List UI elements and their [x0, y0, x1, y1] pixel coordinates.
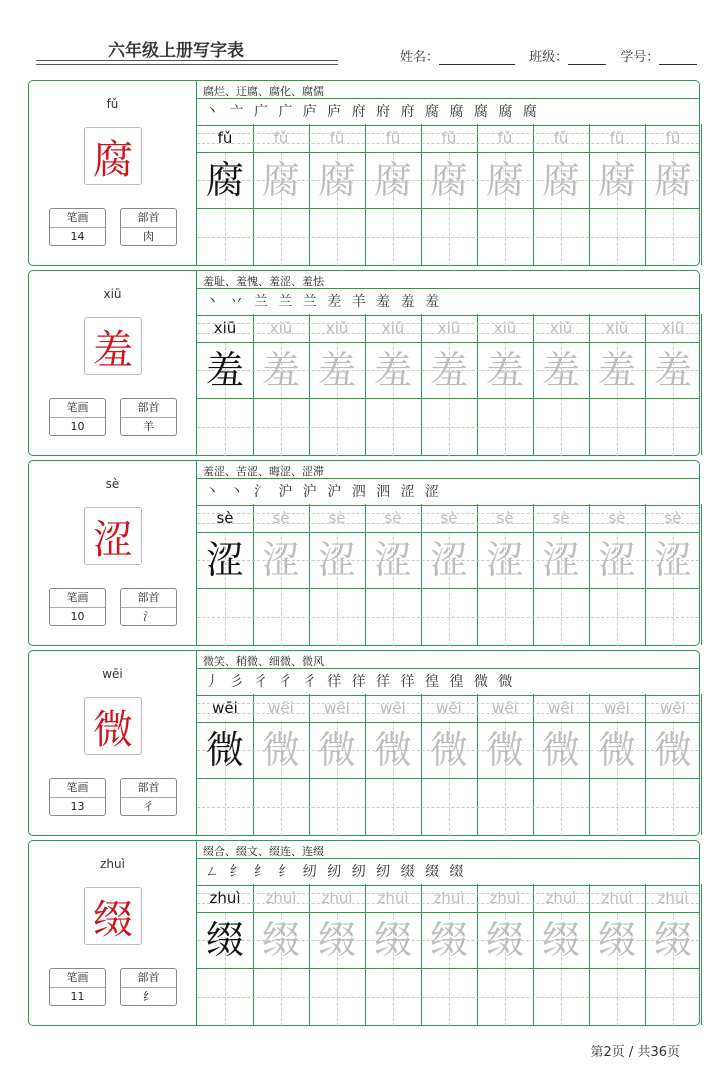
pinyin-cell: xiū: [381, 319, 405, 337]
stroke-order: 丶 亠 广 广 庐 庐 府 府 府 腐 腐 腐 腐 腐: [197, 98, 699, 126]
pinyin-cell: wēi: [660, 699, 686, 717]
char-pinyin: xiū: [103, 287, 122, 301]
char-info-panel: [29, 271, 196, 455]
pinyin-cell: wēi: [268, 699, 294, 717]
char-info-panel: [29, 461, 196, 645]
stroke-count-label: 笔画: [50, 969, 105, 988]
writing-grid[interactable]: [197, 124, 699, 265]
trace-char-cell: 腐: [597, 158, 636, 202]
stroke-count-value: 14: [70, 230, 85, 243]
trace-char-cell: 微: [485, 728, 524, 772]
pinyin-cell: xiū: [661, 319, 685, 337]
stroke-count-box: [49, 588, 106, 626]
stroke-count-value: 13: [70, 800, 85, 813]
radical-box: [120, 398, 177, 436]
title-underline: [36, 60, 338, 61]
char-pinyin: sè: [105, 477, 120, 491]
trace-char-cell: 缀: [653, 918, 692, 962]
pinyin-cell: wēi: [492, 699, 518, 717]
example-words: 腐烂、迂腐、腐化、腐儒: [203, 85, 324, 98]
pinyin-cell: wēi: [380, 699, 406, 717]
pinyin-cell: sè: [552, 509, 570, 527]
stroke-count-box: [49, 398, 106, 436]
pinyin-cell: zhuì: [545, 889, 577, 907]
page-number: 第2页 / 共36页: [590, 1045, 680, 1060]
pinyin-cell: sè: [608, 509, 626, 527]
trace-char-cell: 缀: [261, 918, 300, 962]
page-title: 六年级上册写字表: [108, 41, 244, 61]
trace-char-cell: 腐: [485, 158, 524, 202]
writing-panel: [196, 81, 699, 265]
writing-panel: [196, 461, 699, 645]
char-display: 缀: [84, 887, 142, 945]
radical-label: 部首: [121, 589, 176, 608]
pinyin-cell: xiū: [493, 319, 517, 337]
pinyin-cell: xiū: [437, 319, 461, 337]
pinyin-cell: sè: [440, 509, 458, 527]
trace-char-cell: 缀: [373, 918, 412, 962]
char-info-panel: [29, 841, 196, 1025]
example-words: 微笑、稍微、细微、微风: [203, 655, 324, 668]
pinyin-cell: zhuì: [489, 889, 521, 907]
trace-char-cell: 微: [597, 728, 636, 772]
radical-label: 部首: [121, 969, 176, 988]
stroke-count-label: 笔画: [50, 399, 105, 418]
pinyin-cell: fǔ: [385, 129, 401, 147]
pinyin-cell: fǔ: [665, 129, 681, 147]
radical-value: 氵: [143, 610, 154, 623]
pinyin-cell: fǔ: [609, 129, 625, 147]
writing-panel: [196, 651, 699, 835]
trace-char-cell: 腐: [653, 158, 692, 202]
pinyin-cell: sè: [216, 509, 234, 527]
pinyin-cell: fǔ: [217, 129, 233, 147]
stroke-count-value: 11: [70, 990, 85, 1003]
trace-char-cell: 微: [429, 728, 468, 772]
trace-char-cell: 腐: [317, 158, 356, 202]
radical-label: 部首: [121, 399, 176, 418]
pinyin-cell: fǔ: [273, 129, 289, 147]
example-words: 缀合、缀文、缀连、连缀: [203, 845, 324, 858]
writing-grid[interactable]: [197, 314, 699, 455]
radical-box: [120, 208, 177, 246]
trace-char-cell: 腐: [373, 158, 412, 202]
pinyin-cell: xiū: [325, 319, 349, 337]
char-card: [28, 650, 700, 836]
radical-box: [120, 778, 177, 816]
pinyin-cell: fǔ: [553, 129, 569, 147]
pinyin-cell: xiū: [549, 319, 573, 337]
pinyin-cell: zhuì: [209, 889, 241, 907]
pinyin-cell: sè: [272, 509, 290, 527]
stroke-order: 丿 彡 彳 彳 彳 徉 徉 徉 徉 徨 徨 微 微: [197, 668, 699, 696]
pinyin-cell: zhuì: [601, 889, 633, 907]
trace-char-cell: 羞: [261, 348, 300, 392]
trace-char-cell: 微: [317, 728, 356, 772]
trace-char-cell: 羞: [485, 348, 524, 392]
pinyin-cell: wēi: [548, 699, 574, 717]
char-display: 羞: [84, 317, 142, 375]
trace-char-cell: 微: [205, 728, 244, 772]
trace-char-cell: 羞: [541, 348, 580, 392]
char-info-panel: [29, 81, 196, 265]
trace-char-cell: 涩: [485, 538, 524, 582]
stroke-order: 丶 丶 氵 沪 沪 沪 泗 泗 涩 涩: [197, 478, 699, 506]
trace-char-cell: 腐: [261, 158, 300, 202]
char-info-panel: [29, 651, 196, 835]
trace-char-cell: 微: [653, 728, 692, 772]
stroke-count-box: [49, 968, 106, 1006]
writing-grid[interactable]: [197, 884, 699, 1025]
trace-char-cell: 缀: [429, 918, 468, 962]
pinyin-cell: fǔ: [441, 129, 457, 147]
trace-char-cell: 微: [373, 728, 412, 772]
trace-char-cell: 羞: [653, 348, 692, 392]
trace-char-cell: 涩: [373, 538, 412, 582]
trace-char-cell: 羞: [597, 348, 636, 392]
student-info-fields: [400, 46, 707, 65]
grid-midline: [197, 997, 699, 998]
number-field[interactable]: [659, 50, 697, 65]
writing-panel: [196, 841, 699, 1025]
pinyin-cell: fǔ: [497, 129, 513, 147]
pinyin-cell: zhuì: [377, 889, 409, 907]
trace-char-cell: 涩: [429, 538, 468, 582]
stroke-order: 丶 丷 兰 兰 兰 差 羊 羞 羞 羞: [197, 288, 699, 316]
stroke-order: ㄥ 纟 纟 纟 纫 纫 纫 纫 缀 缀 缀: [197, 858, 699, 886]
number-label: 学号：: [620, 50, 660, 65]
trace-char-cell: 缀: [205, 918, 244, 962]
pinyin-cell: sè: [384, 509, 402, 527]
stroke-count-box: [49, 778, 106, 816]
pinyin-cell: fǔ: [329, 129, 345, 147]
pinyin-cell: sè: [664, 509, 682, 527]
trace-char-cell: 缀: [597, 918, 636, 962]
pinyin-cell: xiū: [605, 319, 629, 337]
stroke-count-value: 10: [70, 610, 85, 623]
pinyin-cell: zhuì: [321, 889, 353, 907]
grid-col-line: [701, 504, 702, 645]
char-card: [28, 270, 700, 456]
trace-char-cell: 涩: [261, 538, 300, 582]
radical-value: 肉: [143, 230, 154, 243]
grid-col-line: [701, 124, 702, 265]
grid-row-line: [197, 208, 699, 209]
writing-grid[interactable]: [197, 694, 699, 835]
grid-col-line: [701, 884, 702, 1025]
stroke-count-label: 笔画: [50, 779, 105, 798]
grid-row-line: [197, 588, 699, 589]
char-pinyin: fǔ: [106, 97, 119, 111]
pinyin-cell: wēi: [604, 699, 630, 717]
trace-char-cell: 涩: [205, 538, 244, 582]
name-label: 姓名：: [400, 50, 440, 65]
char-display: 微: [84, 697, 142, 755]
pinyin-cell: zhuì: [265, 889, 297, 907]
name-field[interactable]: [439, 50, 515, 65]
grid-midline: [197, 237, 699, 238]
trace-char-cell: 羞: [205, 348, 244, 392]
class-label: 班级：: [529, 50, 569, 65]
grid-row-line: [197, 398, 699, 399]
stroke-count-label: 笔画: [50, 209, 105, 228]
char-card: [28, 840, 700, 1026]
pinyin-cell: wēi: [436, 699, 462, 717]
pinyin-cell: xiū: [269, 319, 293, 337]
class-field[interactable]: [568, 50, 606, 65]
char-pinyin: zhuì: [100, 857, 125, 871]
stroke-count-label: 笔画: [50, 589, 105, 608]
trace-char-cell: 微: [541, 728, 580, 772]
trace-char-cell: 腐: [429, 158, 468, 202]
radical-value: 纟: [143, 990, 154, 1003]
char-pinyin: wēi: [102, 667, 123, 681]
writing-panel: [196, 271, 699, 455]
char-card: [28, 80, 700, 266]
radical-label: 部首: [121, 209, 176, 228]
trace-char-cell: 羞: [317, 348, 356, 392]
trace-char-cell: 涩: [317, 538, 356, 582]
example-words: 羞涩、苦涩、晦涩、涩滞: [203, 465, 324, 478]
trace-char-cell: 羞: [429, 348, 468, 392]
grid-col-line: [701, 694, 702, 835]
char-card: [28, 460, 700, 646]
example-words: 羞耻、羞愧、羞涩、羞怯: [203, 275, 324, 288]
writing-grid[interactable]: [197, 504, 699, 645]
grid-row-line: [197, 968, 699, 969]
stroke-count-value: 10: [70, 420, 85, 433]
radical-label: 部首: [121, 779, 176, 798]
char-display: 涩: [84, 507, 142, 565]
grid-col-line: [701, 314, 702, 455]
trace-char-cell: 微: [261, 728, 300, 772]
trace-char-cell: 涩: [541, 538, 580, 582]
pinyin-cell: sè: [328, 509, 346, 527]
trace-char-cell: 腐: [541, 158, 580, 202]
grid-row-line: [197, 778, 699, 779]
grid-midline: [197, 807, 699, 808]
radical-box: [120, 588, 177, 626]
grid-midline: [197, 617, 699, 618]
radical-value: 彳: [143, 800, 154, 813]
trace-char-cell: 腐: [205, 158, 244, 202]
trace-char-cell: 涩: [653, 538, 692, 582]
trace-char-cell: 缀: [317, 918, 356, 962]
trace-char-cell: 羞: [373, 348, 412, 392]
pinyin-cell: zhuì: [657, 889, 689, 907]
title-underline-2: [36, 64, 338, 65]
pinyin-cell: sè: [496, 509, 514, 527]
grid-midline: [197, 427, 699, 428]
pinyin-cell: xiū: [213, 319, 237, 337]
trace-char-cell: 缀: [485, 918, 524, 962]
pinyin-cell: wēi: [324, 699, 350, 717]
trace-char-cell: 涩: [597, 538, 636, 582]
trace-char-cell: 缀: [541, 918, 580, 962]
char-display: 腐: [84, 127, 142, 185]
radical-value: 羊: [143, 420, 154, 433]
radical-box: [120, 968, 177, 1006]
stroke-count-box: [49, 208, 106, 246]
pinyin-cell: wēi: [212, 699, 238, 717]
pinyin-cell: zhuì: [433, 889, 465, 907]
